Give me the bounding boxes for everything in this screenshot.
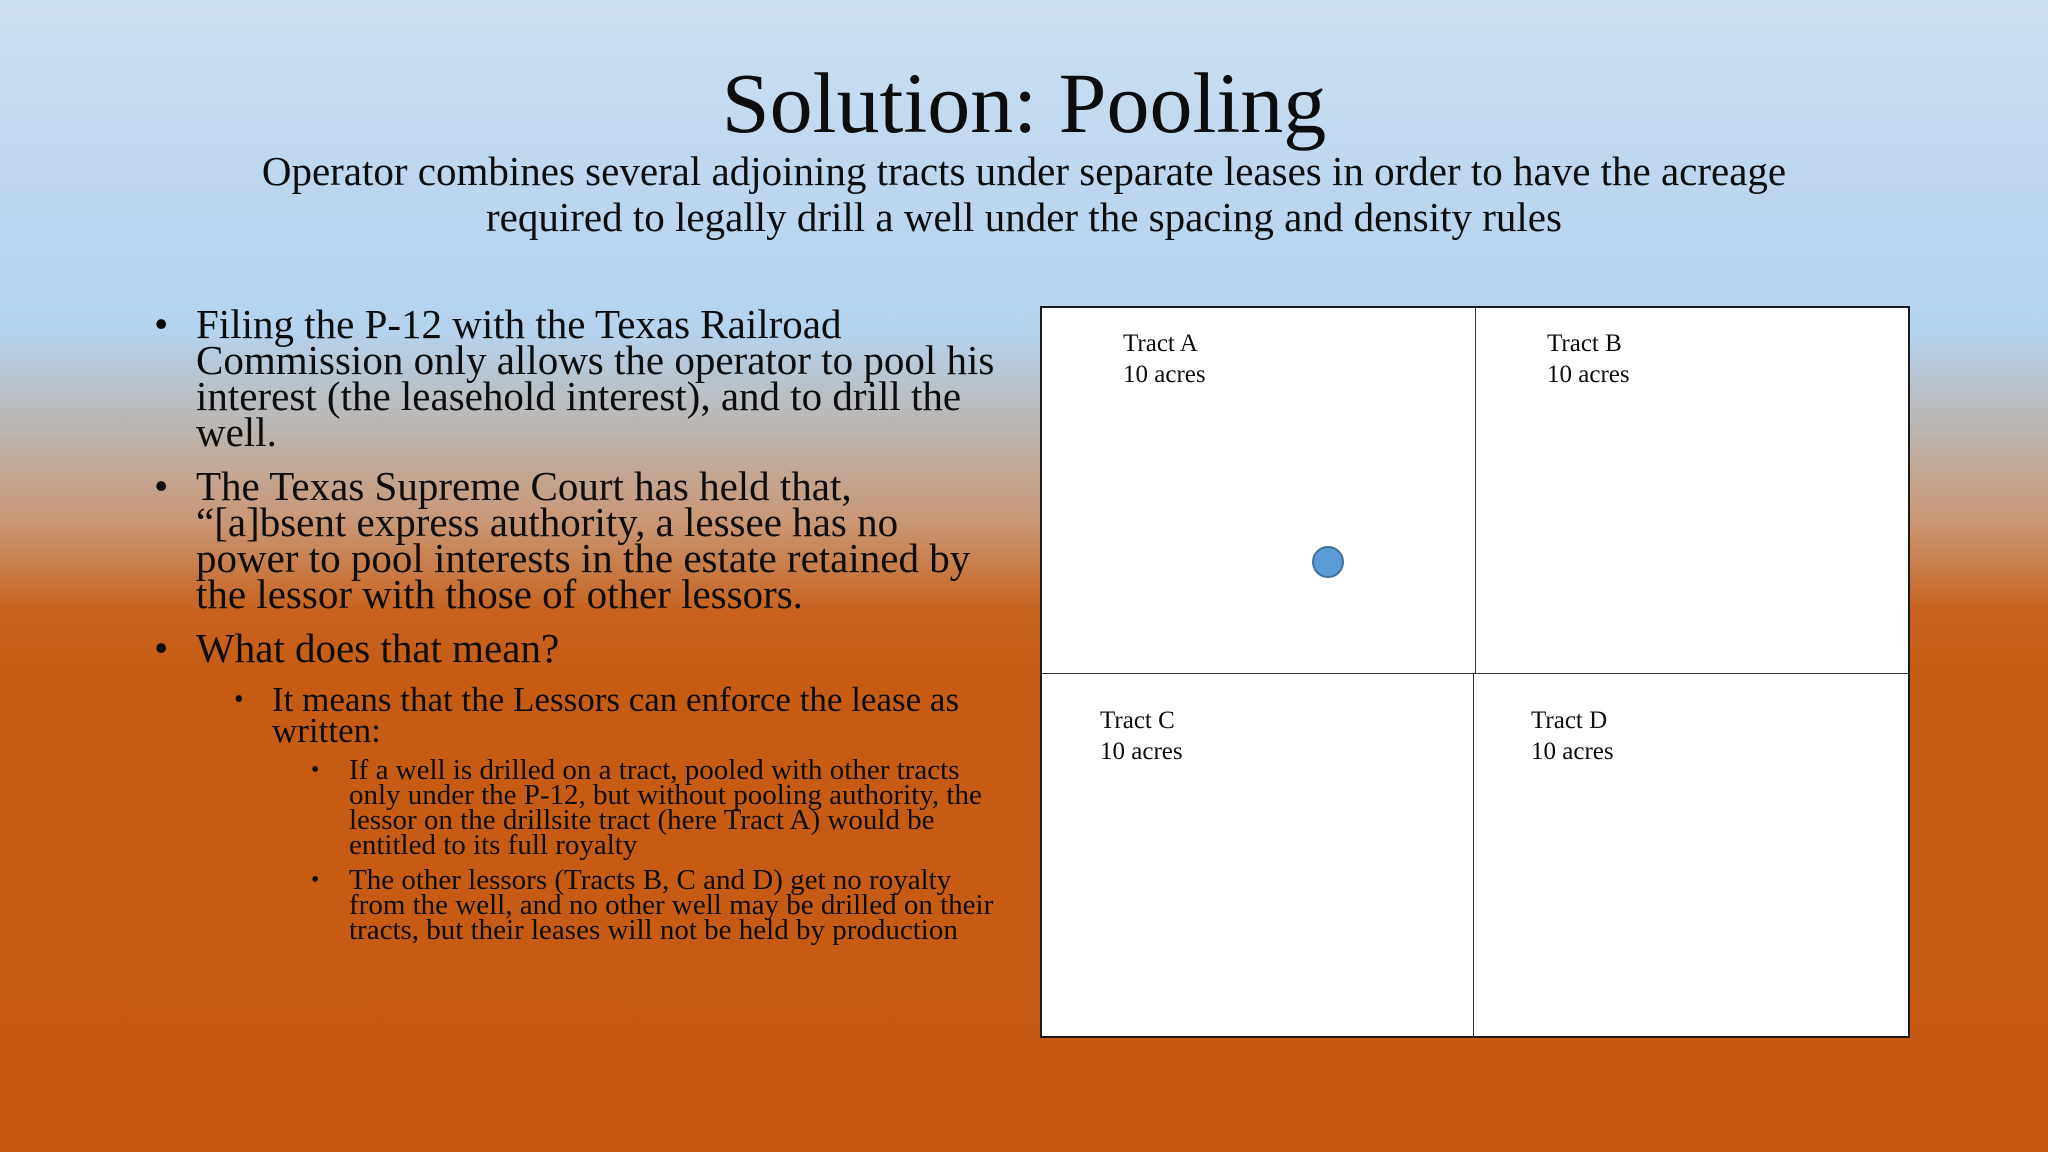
divider-vertical-bottom	[1473, 674, 1474, 1038]
divider-vertical-top	[1475, 308, 1476, 674]
tract-b-name: Tract B	[1547, 330, 1622, 357]
sub-sub-bullet-other-lessors: • The other lessors (Tracts B, C and D) get no royalty from the well, and no other well may be drilled on their tracts, but their leases will not be held by production	[349, 868, 1010, 943]
sub-sub-bullet-drillsite: • If a well is drilled on a tract, pooled with other tracts only under the P-12, but without pooling authority, the lessor on the drillsite tract (here Tract A) would be entitled to its full royalty	[349, 758, 1010, 858]
sub-bullet-enforce-lease: • It means that the Lessors can enforce the lease as written:	[272, 684, 1010, 746]
tract-d-acres: 10 acres	[1531, 738, 1614, 765]
tract-c-name: Tract C	[1100, 707, 1175, 734]
well-marker	[1312, 546, 1344, 578]
tract-diagram	[1040, 306, 1910, 1038]
bullet-supreme-court: • The Texas Supreme Court has held that, “[a]bsent express authority, a lessee has no power to pool interests in the estate retained by the lessor with those of other lessors.	[150, 468, 1010, 612]
tract-a-name: Tract A	[1123, 330, 1198, 357]
tract-c-label	[1100, 705, 1183, 767]
tract-b-acres: 10 acres	[1547, 361, 1630, 388]
slide-title: Solution: Pooling	[721, 55, 1327, 151]
tract-a-acres: 10 acres	[1123, 361, 1206, 388]
slide-subtitle: Operator combines several adjoining tracts under separate leases in order to have the acreage required to legally drill a well under the spacing and density rules	[261, 148, 1787, 240]
divider-horizontal	[1042, 673, 1908, 674]
tract-b-label	[1547, 328, 1630, 390]
tract-d-label	[1531, 705, 1614, 767]
bullet-p12-filing: • Filing the P-12 with the Texas Railroad Commission only allows the operator to pool his interest (the leasehold interest), and to drill the well.	[150, 306, 1010, 450]
tract-a-label	[1123, 328, 1206, 390]
bullet-what-does-that-mean: • What does that mean?	[150, 630, 1010, 666]
bullet-list	[150, 301, 1010, 953]
tract-d-name: Tract D	[1531, 707, 1608, 734]
tract-c-acres: 10 acres	[1100, 738, 1183, 765]
